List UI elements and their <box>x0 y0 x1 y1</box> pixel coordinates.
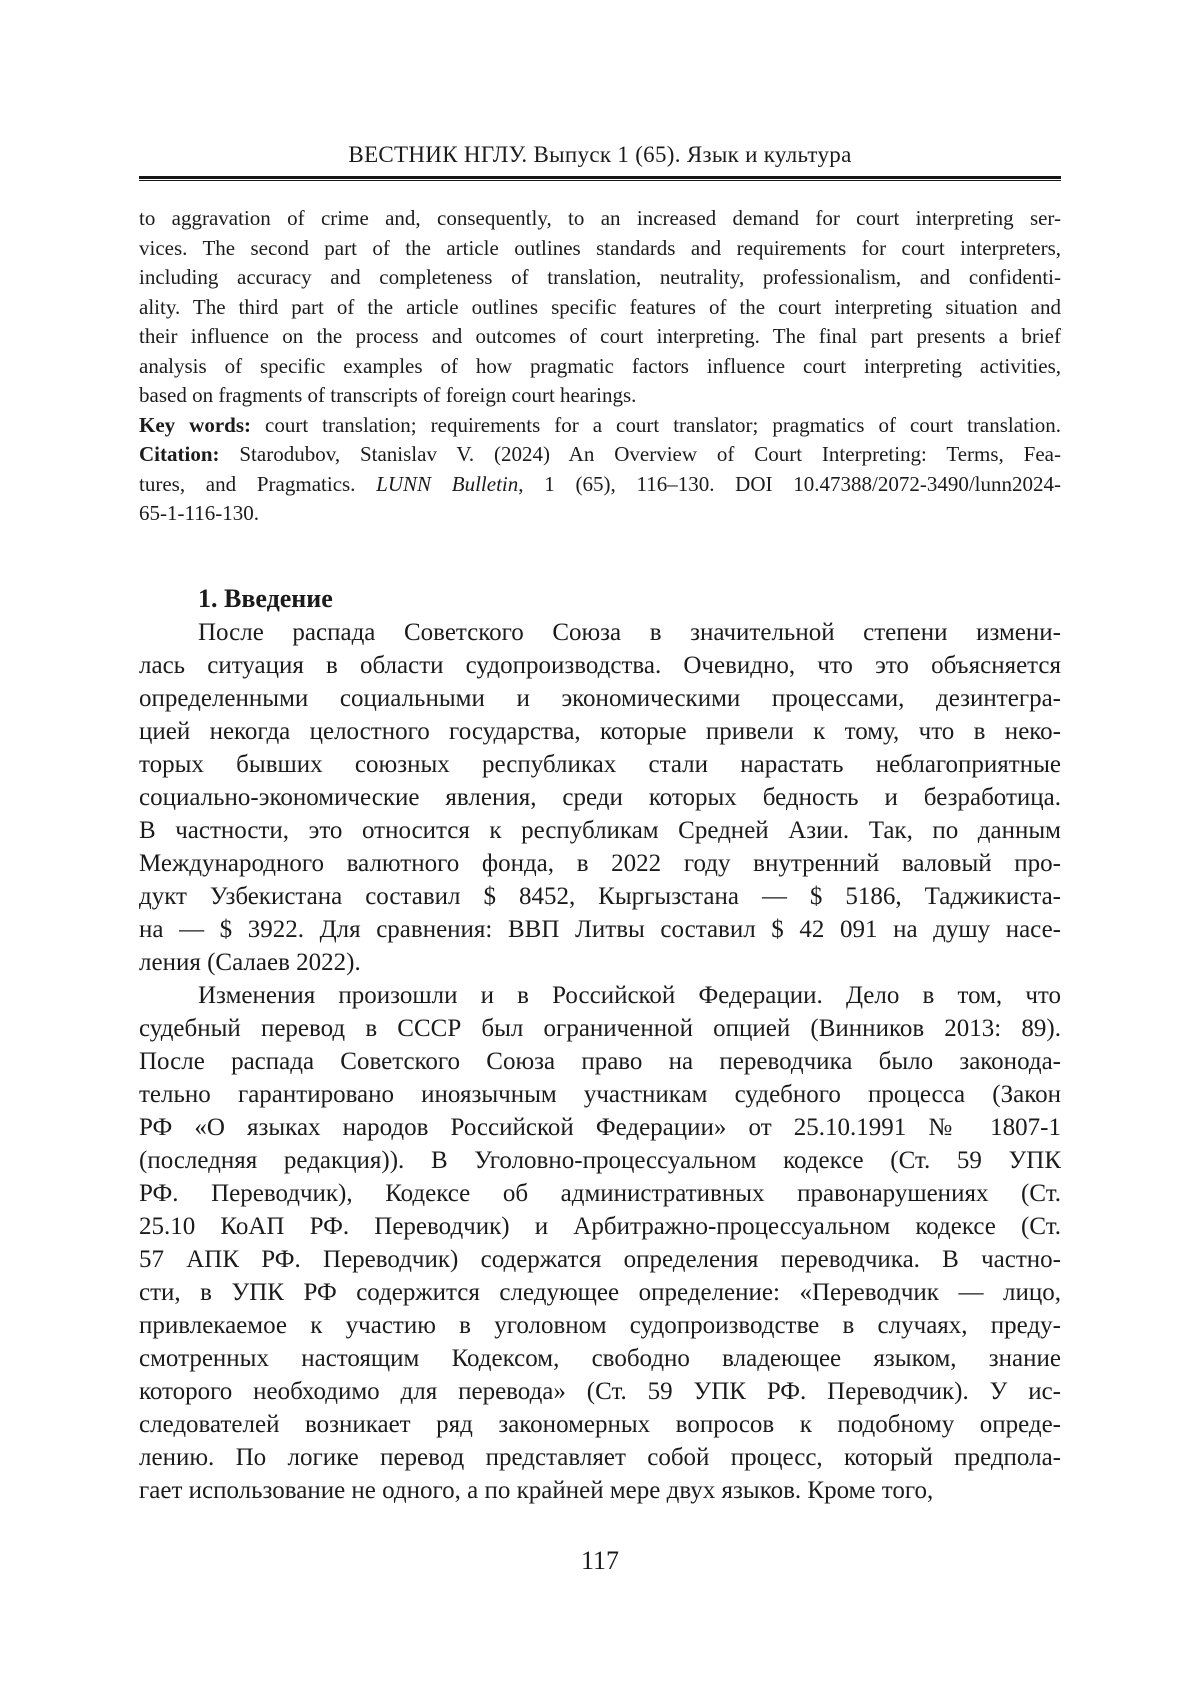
text-line: analysis of specific examples of how pragmatic factors influence court interpreting activities, <box>139 353 1061 378</box>
text-line: to aggravation of crime and, consequently, to an increased demand for court interpreting ser- <box>139 206 1061 230</box>
text-line: на — $ 3922. Для сравнения: ВВП Литвы составил $ 42 091 на душу насе- <box>139 915 1061 943</box>
section-heading-introduction: 1. Введение <box>198 583 333 613</box>
text-line: После распада Советского Союза в значительной степени измени- <box>198 618 1061 646</box>
text-line: После распада Советского Союза право на переводчика было законода- <box>139 1047 1061 1075</box>
text-line: based on fragments of transcripts of foreign court hearings. <box>139 383 637 407</box>
paragraph-intro-2 <box>139 979 1061 1507</box>
text-line: including accuracy and completeness of translation, neutrality, professionalism, and confidenti- <box>139 265 1061 289</box>
text-line: ality. The third part of the article outlines specific features of the court interpreting situation and <box>139 294 1061 319</box>
header-rule <box>139 176 1061 181</box>
paragraph-intro-1 <box>139 616 1061 979</box>
text-line: смотренных настоящим Кодексом, свободно владеющее языком, знание <box>139 1344 1061 1372</box>
text-line: ления (Салаев 2022). <box>139 948 361 976</box>
text-line: социально-экономические явления, среди которых бедность и безработица. <box>139 783 1061 811</box>
text-line: Международного валютного фонда, в 2022 году внутренний валовый про- <box>139 849 1061 877</box>
text-line: лению. По логике перевод представляет собой процесс, который предпола- <box>139 1443 1061 1471</box>
text-line: лась ситуация в области судопроизводства. Очевидно, что это объясняется <box>139 651 1061 679</box>
text-line: тельно гарантировано иноязычным участникам судебного процесса (Закон <box>139 1080 1061 1108</box>
text-line: РФ. Переводчик), Кодексе об административных правонарушениях (Ст. <box>139 1179 1061 1207</box>
text-line: Citation: Starodubov, Stanislav V. (2024) An Overview of Court Interpreting: Terms, Fea- <box>139 442 1061 466</box>
text-line: РФ «О языках народов Российской Федерации» от 25.10.1991 № 1807-1 <box>139 1113 1061 1141</box>
text-line: определенными социальными и экономическими процессами, дезинтегра- <box>139 684 1061 712</box>
text-line: которого необходимо для перевода» (Ст. 59 УПК РФ. Переводчик). У ис- <box>139 1377 1061 1405</box>
text-line: vices. The second part of the article outlines standards and requirements for court interpreters, <box>139 235 1061 260</box>
text-line: 25.10 КоАП РФ. Переводчик) и Арбитражно-процессуальном кодексе (Ст. <box>139 1212 1061 1240</box>
page-content <box>139 0 1061 1507</box>
text-line: привлекаемое к участию в уголовном судопроизводстве в случаях, преду- <box>139 1311 1061 1339</box>
text-line: (последняя редакция)). В Уголовно-процессуальном кодексе (Ст. 59 УПК <box>139 1146 1061 1174</box>
text-line: 57 АПК РФ. Переводчик) содержатся определения переводчика. В частно- <box>139 1245 1061 1273</box>
text-line: следователей возникает ряд закономерных вопросов к подобному опреде- <box>139 1410 1061 1438</box>
text-line: сти, в УПК РФ содержится следующее определение: «Переводчик — лицо, <box>139 1278 1061 1306</box>
text-line: Key words: court translation; requirements for a court translator; pragmatics of court translation. <box>139 412 1061 437</box>
citation-block <box>139 440 1061 529</box>
text-line: their influence on the process and outcomes of court interpreting. The final part presents a brief <box>139 324 1061 348</box>
text-line: 65-1-116-130. <box>139 501 259 525</box>
text-line: торых бывших союзных республиках стали нарастать неблагоприятные <box>139 750 1061 778</box>
text-line: Изменения произошли и в Российской Федерации. Дело в том, что <box>198 981 1061 1009</box>
keywords-line <box>139 411 1061 441</box>
running-header: ВЕСТНИК НГЛУ. Выпуск 1 (65). Язык и культура <box>348 142 852 167</box>
text-line: tures, and Pragmatics. LUNN Bulletin, 1 (65), 116–130. DOI 10.47388/2072-3490/lunn2024- <box>139 471 1061 496</box>
text-line: дукт Узбекистана составил $ 8452, Кыргызстана — $ 5186, Таджикиста- <box>139 882 1061 910</box>
text-line: цией некогда целостного государства, которые привели к тому, что в неко- <box>139 717 1061 745</box>
page-number: 117 <box>580 1546 620 1575</box>
text-line: судебный перевод в СССР был ограниченной опцией (Винников 2013: 89). <box>139 1014 1061 1042</box>
text-line: гает использование не одного, а по крайней мере двух языков. Кроме того, <box>139 1476 934 1504</box>
text-line: В частности, это относится к республикам Средней Азии. Так, по данным <box>139 816 1061 844</box>
abstract-continuation <box>139 204 1061 411</box>
